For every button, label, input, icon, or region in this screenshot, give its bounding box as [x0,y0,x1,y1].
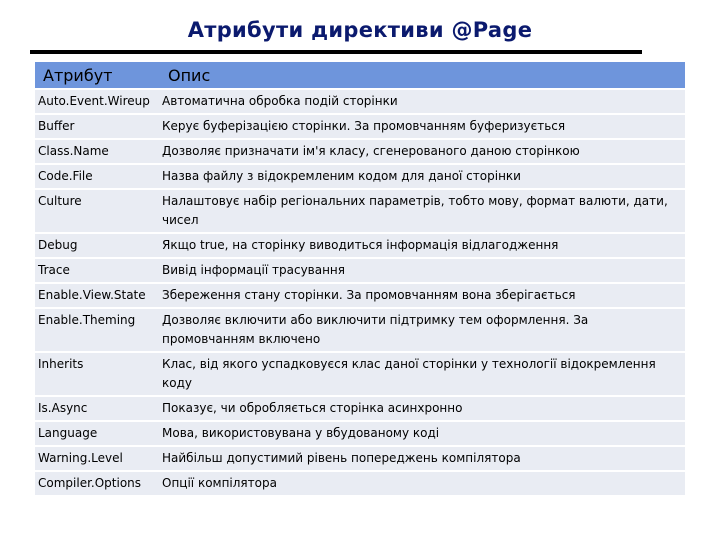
attribute-name: Compiler.Options [35,472,160,495]
attribute-name: Is.Async [35,397,160,420]
attribute-name: Inherits [35,353,160,395]
attribute-name: Class.Name [35,140,160,163]
attribute-description: Якщо true, на сторінку виводиться інформація відлагодження [160,234,685,257]
table-row [35,115,685,138]
table-row [35,309,685,351]
attribute-description: Вивід інформації трасування [160,259,685,282]
table-row [35,259,685,282]
table-row [35,422,685,445]
column-header-description: Опис [160,62,685,88]
attributes-table [35,60,685,497]
table-row [35,353,685,395]
attribute-description: Клас, від якого успадковуєся клас даної сторінки у технології відокремлення коду [160,353,685,395]
attribute-description: Опції компілятора [160,472,685,495]
page-title: Атрибути директиви @Page [187,18,533,42]
table-row [35,165,685,188]
attribute-description: Дозволяє призначати ім'я класу, сгенерованого даною сторінкою [160,140,685,163]
attribute-name: Enable.Theming [35,309,160,351]
attribute-name: Debug [35,234,160,257]
attribute-description: Налаштовує набір регіональних параметрів, тобто мову, формат валюти, дати, чисел [160,190,685,232]
attribute-description: Назва файлу з відокремленим кодом для даної сторінки [160,165,685,188]
attribute-name: Code.File [35,165,160,188]
attribute-description: Мова, використовувана у вбудованому коді [160,422,685,445]
attribute-description: Показує, чи обробляється сторінка асинхронно [160,397,685,420]
attribute-description: Керує буферізацією сторінки. За промовчанням буферизується [160,115,685,138]
attribute-description: Найбільш допустимий рівень попереджень компілятора [160,447,685,470]
table-row [35,472,685,495]
table-row [35,140,685,163]
attribute-name: Language [35,422,160,445]
attribute-name: Warning.Level [35,447,160,470]
column-header-attribute: Атрибут [35,62,160,88]
attribute-description: Збереження стану сторінки. За промовчанням вона зберігається [160,284,685,307]
title-underline [30,50,642,54]
table-row [35,447,685,470]
attribute-name: Buffer [35,115,160,138]
attribute-description: Автоматична обробка подій сторінки [160,90,685,113]
attribute-name: Auto.Event.Wireup [35,90,160,113]
table-row [35,284,685,307]
attribute-description: Дозволяє включити або виключити підтримку тем оформлення. За промовчанням включено [160,309,685,351]
table-row [35,90,685,113]
table-header-row [35,62,685,88]
table-row [35,397,685,420]
table-row [35,190,685,232]
attribute-name: Trace [35,259,160,282]
attribute-name: Enable.View.State [35,284,160,307]
attribute-name: Culture [35,190,160,232]
table-row [35,234,685,257]
table-body [35,90,685,495]
